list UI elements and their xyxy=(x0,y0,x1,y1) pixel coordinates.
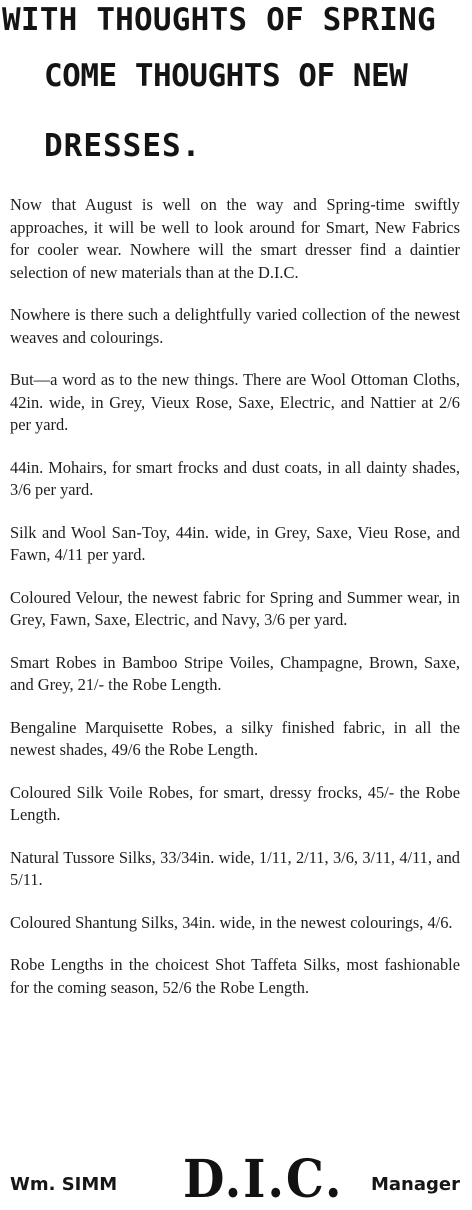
headline-line-3: DRESSES. xyxy=(44,128,202,164)
paragraph-mohairs: 44in. Mohairs, for smart frocks and dust coats, in all dainty shades, 3/6 per yard. xyxy=(10,457,460,499)
paragraph-san-toy: Silk and Wool San-Toy, 44in. wide, in Grey, Saxe, Vieu Rose, and Fawn, 4/11 per yard. xyxy=(10,522,460,564)
paragraph-velour: Coloured Velour, the newest fabric for Spring and Summer wear, in Grey, Fawn, Saxe, Electric, and Navy, 3/6 per yard. xyxy=(10,587,460,629)
paragraph-bengaline: Bengaline Marquisette Robes, a silky finished fabric, in all the newest shades, 49/6 the Robe Length. xyxy=(10,717,460,759)
dic-logo: D.I.C. xyxy=(183,1149,344,1210)
paragraph-taffeta: Robe Lengths in the choicest Shot Taffeta Silks, most fashionable for the coming season, 52/6 the Robe Length. xyxy=(10,955,460,997)
paragraph-intro: Now that August is well on the way and Spring-time swiftly approaches, it will be well to look around for Smart, New Fabrics for cooler wear. Nowhere will the smart dresser find a daintier selection of new materials than at the D.I.C. xyxy=(10,195,460,282)
signature-footer xyxy=(0,1149,472,1210)
paragraph-wool-ottoman: But—a word as to the new things. There are Wool Ottoman Cloths, 42in. wide, in Grey, Vieux Rose, Saxe, Electric, and Nattier at 2/6 per yard. xyxy=(10,370,460,434)
manager-name: Wm. SIMM xyxy=(10,1174,118,1195)
paragraph-silk-voile: Coloured Silk Voile Robes, for smart, dressy frocks, 45/- the Robe Length. xyxy=(10,782,460,824)
headline-line-1: WITH THOUGHTS OF SPRING xyxy=(2,2,436,38)
paragraph-tussore: Natural Tussore Silks, 33/34in. wide, 1/11, 2/11, 3/6, 3/11, 4/11, and 5/11. xyxy=(10,847,460,889)
paragraph-bamboo-voiles: Smart Robes in Bamboo Stripe Voiles, Champagne, Brown, Saxe, and Grey, 21/- the Robe Length. xyxy=(10,652,460,694)
headline-line-2: COME THOUGHTS OF NEW xyxy=(44,58,408,94)
paragraph-shantung: Coloured Shantung Silks, 34in. wide, in the newest colourings, 4/6. xyxy=(10,912,453,932)
ad-body xyxy=(10,194,460,1019)
paragraph-collection: Nowhere is there such a delightfully varied collection of the newest weaves and colourings. xyxy=(10,305,460,347)
manager-title: Manager xyxy=(371,1174,460,1195)
